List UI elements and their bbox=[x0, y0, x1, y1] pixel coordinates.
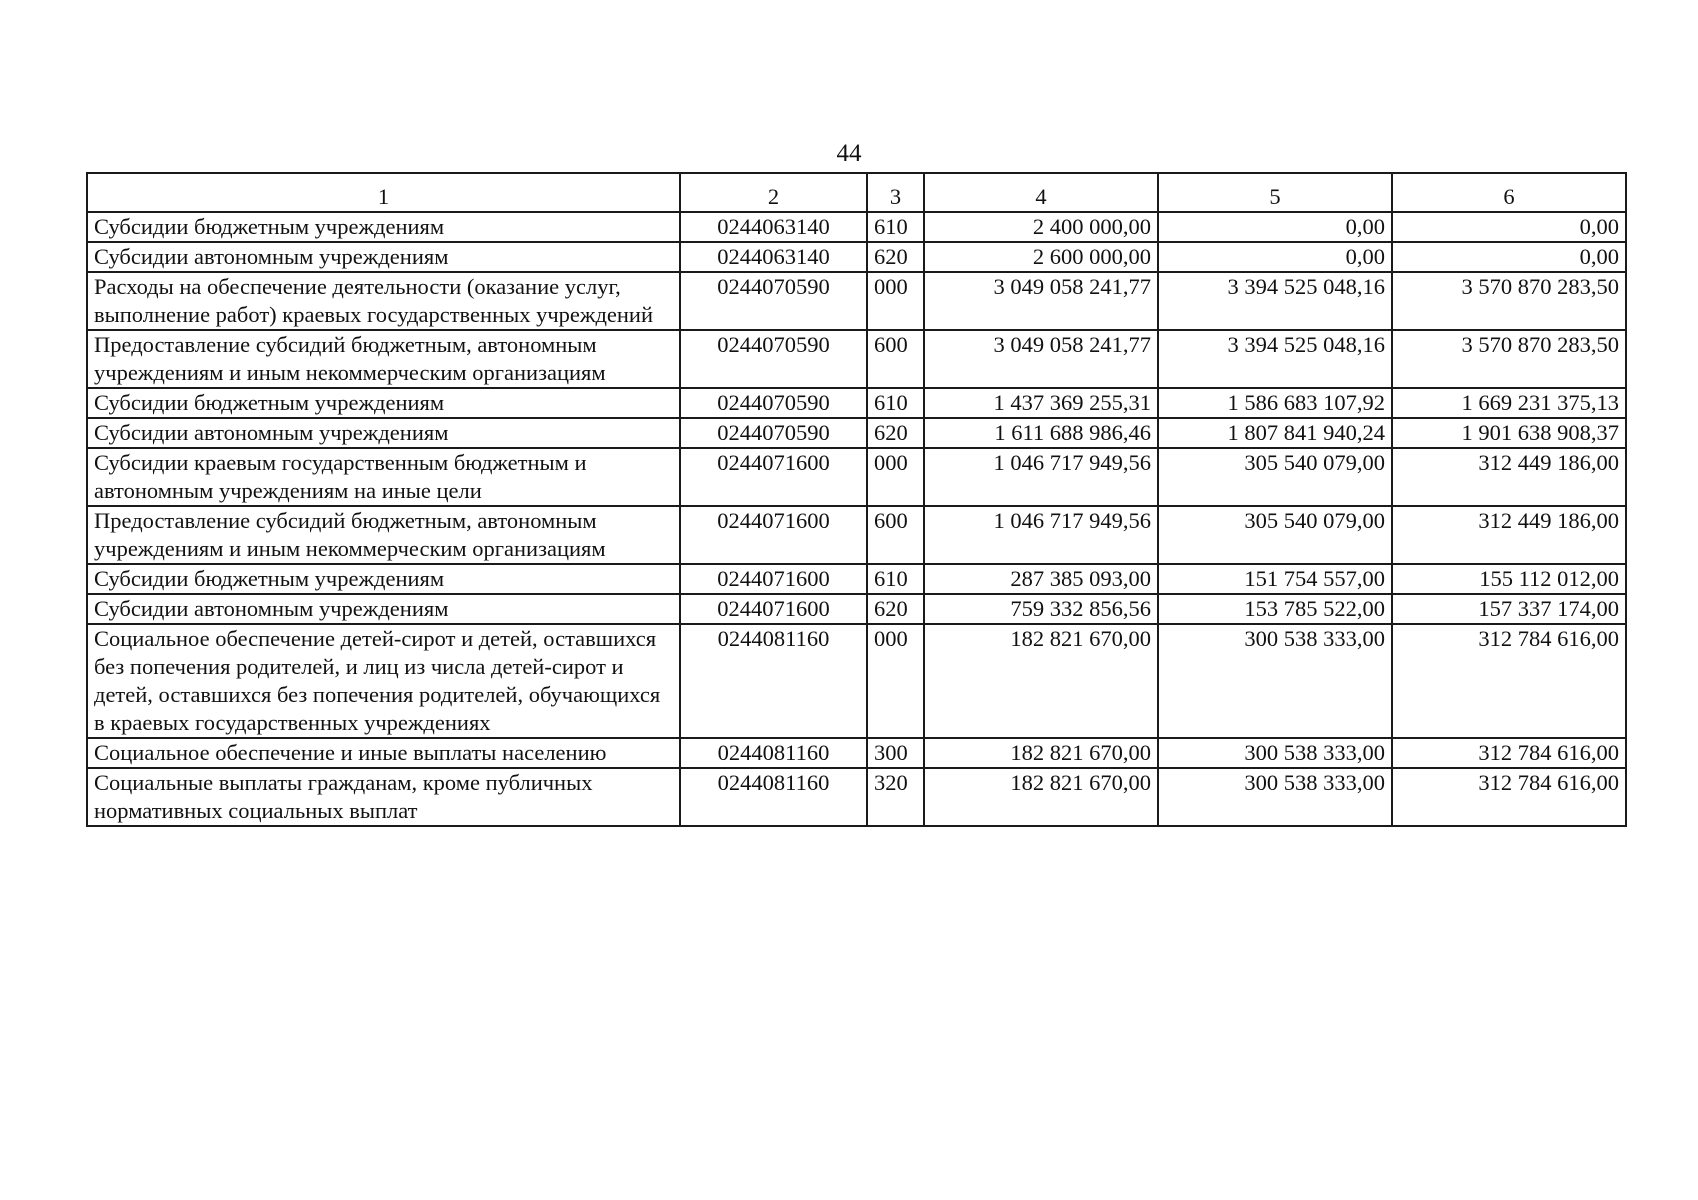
column-header-2: 2 bbox=[680, 173, 867, 212]
row-target-code: 0244070590 bbox=[680, 272, 867, 330]
table-row bbox=[87, 768, 1626, 826]
row-amount-col6: 312 784 616,00 bbox=[1392, 768, 1626, 826]
row-expense-type: 000 bbox=[867, 624, 924, 738]
row-amount-col4: 1 046 717 949,56 bbox=[924, 506, 1158, 564]
row-name: Субсидии автономным учреждениям bbox=[87, 594, 680, 624]
row-amount-col6: 1 901 638 908,37 bbox=[1392, 418, 1626, 448]
row-amount-col5: 1 586 683 107,92 bbox=[1158, 388, 1392, 418]
table-row bbox=[87, 242, 1626, 272]
row-target-code: 0244081160 bbox=[680, 768, 867, 826]
row-target-code: 0244081160 bbox=[680, 738, 867, 768]
row-expense-type: 620 bbox=[867, 594, 924, 624]
row-name: Предоставление субсидий бюджетным, автономным учреждениям и иным некоммерческим организациям bbox=[87, 330, 680, 388]
table-header-row bbox=[87, 173, 1626, 212]
table-row bbox=[87, 506, 1626, 564]
row-expense-type: 300 bbox=[867, 738, 924, 768]
table-row bbox=[87, 624, 1626, 738]
row-name: Социальное обеспечение и иные выплаты населению bbox=[87, 738, 680, 768]
row-name: Субсидии автономным учреждениям bbox=[87, 418, 680, 448]
row-amount-col4: 287 385 093,00 bbox=[924, 564, 1158, 594]
row-amount-col5: 3 394 525 048,16 bbox=[1158, 272, 1392, 330]
table-row bbox=[87, 388, 1626, 418]
row-amount-col5: 1 807 841 940,24 bbox=[1158, 418, 1392, 448]
row-name: Расходы на обеспечение деятельности (оказание услуг, выполнение работ) краевых государственных учреждений bbox=[87, 272, 680, 330]
page-number: 44 bbox=[836, 140, 862, 167]
row-amount-col4: 1 046 717 949,56 bbox=[924, 448, 1158, 506]
row-amount-col4: 3 049 058 241,77 bbox=[924, 330, 1158, 388]
row-target-code: 0244071600 bbox=[680, 506, 867, 564]
row-name: Субсидии бюджетным учреждениям bbox=[87, 564, 680, 594]
row-amount-col6: 312 449 186,00 bbox=[1392, 448, 1626, 506]
row-amount-col5: 3 394 525 048,16 bbox=[1158, 330, 1392, 388]
row-amount-col6: 3 570 870 283,50 bbox=[1392, 330, 1626, 388]
row-amount-col4: 2 600 000,00 bbox=[924, 242, 1158, 272]
row-name: Социальные выплаты гражданам, кроме публичных нормативных социальных выплат bbox=[87, 768, 680, 826]
column-header-1: 1 bbox=[87, 173, 680, 212]
row-amount-col4: 182 821 670,00 bbox=[924, 624, 1158, 738]
row-amount-col5: 0,00 bbox=[1158, 242, 1392, 272]
row-amount-col6: 312 449 186,00 bbox=[1392, 506, 1626, 564]
table-row bbox=[87, 418, 1626, 448]
row-target-code: 0244081160 bbox=[680, 624, 867, 738]
row-expense-type: 000 bbox=[867, 272, 924, 330]
row-name: Социальное обеспечение детей-сирот и детей, оставшихся без попечения родителей, и лиц из числа детей-сирот и детей, оставшихся без попечения родителей, обучающихся в краевых государственных учреждениях bbox=[87, 624, 680, 738]
row-expense-type: 600 bbox=[867, 330, 924, 388]
column-header-5: 5 bbox=[1158, 173, 1392, 212]
row-amount-col4: 182 821 670,00 bbox=[924, 768, 1158, 826]
row-expense-type: 000 bbox=[867, 448, 924, 506]
row-amount-col4: 1 437 369 255,31 bbox=[924, 388, 1158, 418]
row-amount-col6: 155 112 012,00 bbox=[1392, 564, 1626, 594]
row-target-code: 0244071600 bbox=[680, 564, 867, 594]
table-row bbox=[87, 738, 1626, 768]
row-amount-col5: 153 785 522,00 bbox=[1158, 594, 1392, 624]
row-expense-type: 320 bbox=[867, 768, 924, 826]
table-row bbox=[87, 212, 1626, 242]
column-header-6: 6 bbox=[1392, 173, 1626, 212]
row-target-code: 0244071600 bbox=[680, 448, 867, 506]
column-header-4: 4 bbox=[924, 173, 1158, 212]
row-target-code: 0244070590 bbox=[680, 330, 867, 388]
row-expense-type: 620 bbox=[867, 418, 924, 448]
row-amount-col6: 312 784 616,00 bbox=[1392, 624, 1626, 738]
row-expense-type: 610 bbox=[867, 388, 924, 418]
row-expense-type: 600 bbox=[867, 506, 924, 564]
row-amount-col6: 157 337 174,00 bbox=[1392, 594, 1626, 624]
row-amount-col5: 300 538 333,00 bbox=[1158, 624, 1392, 738]
row-name: Субсидии автономным учреждениям bbox=[87, 242, 680, 272]
row-amount-col6: 0,00 bbox=[1392, 212, 1626, 242]
row-amount-col6: 1 669 231 375,13 bbox=[1392, 388, 1626, 418]
row-amount-col6: 3 570 870 283,50 bbox=[1392, 272, 1626, 330]
row-amount-col4: 2 400 000,00 bbox=[924, 212, 1158, 242]
table-row bbox=[87, 448, 1626, 506]
row-name: Предоставление субсидий бюджетным, автономным учреждениям и иным некоммерческим организациям bbox=[87, 506, 680, 564]
row-amount-col4: 182 821 670,00 bbox=[924, 738, 1158, 768]
row-target-code: 0244070590 bbox=[680, 418, 867, 448]
table-row bbox=[87, 272, 1626, 330]
row-expense-type: 610 bbox=[867, 564, 924, 594]
row-amount-col5: 305 540 079,00 bbox=[1158, 506, 1392, 564]
row-amount-col5: 300 538 333,00 bbox=[1158, 738, 1392, 768]
budget-table bbox=[86, 172, 1627, 827]
row-amount-col4: 1 611 688 986,46 bbox=[924, 418, 1158, 448]
row-amount-col5: 0,00 bbox=[1158, 212, 1392, 242]
row-amount-col4: 759 332 856,56 bbox=[924, 594, 1158, 624]
row-target-code: 0244063140 bbox=[680, 212, 867, 242]
table-row bbox=[87, 330, 1626, 388]
row-target-code: 0244063140 bbox=[680, 242, 867, 272]
row-amount-col5: 151 754 557,00 bbox=[1158, 564, 1392, 594]
row-amount-col4: 3 049 058 241,77 bbox=[924, 272, 1158, 330]
table-row bbox=[87, 564, 1626, 594]
row-amount-col5: 300 538 333,00 bbox=[1158, 768, 1392, 826]
row-amount-col6: 312 784 616,00 bbox=[1392, 738, 1626, 768]
row-name: Субсидии бюджетным учреждениям bbox=[87, 388, 680, 418]
row-target-code: 0244071600 bbox=[680, 594, 867, 624]
row-expense-type: 610 bbox=[867, 212, 924, 242]
row-expense-type: 620 bbox=[867, 242, 924, 272]
row-amount-col5: 305 540 079,00 bbox=[1158, 448, 1392, 506]
column-header-3: 3 bbox=[867, 173, 924, 212]
row-name: Субсидии бюджетным учреждениям bbox=[87, 212, 680, 242]
row-name: Субсидии краевым государственным бюджетным и автономным учреждениям на иные цели bbox=[87, 448, 680, 506]
table-row bbox=[87, 594, 1626, 624]
row-amount-col6: 0,00 bbox=[1392, 242, 1626, 272]
row-target-code: 0244070590 bbox=[680, 388, 867, 418]
